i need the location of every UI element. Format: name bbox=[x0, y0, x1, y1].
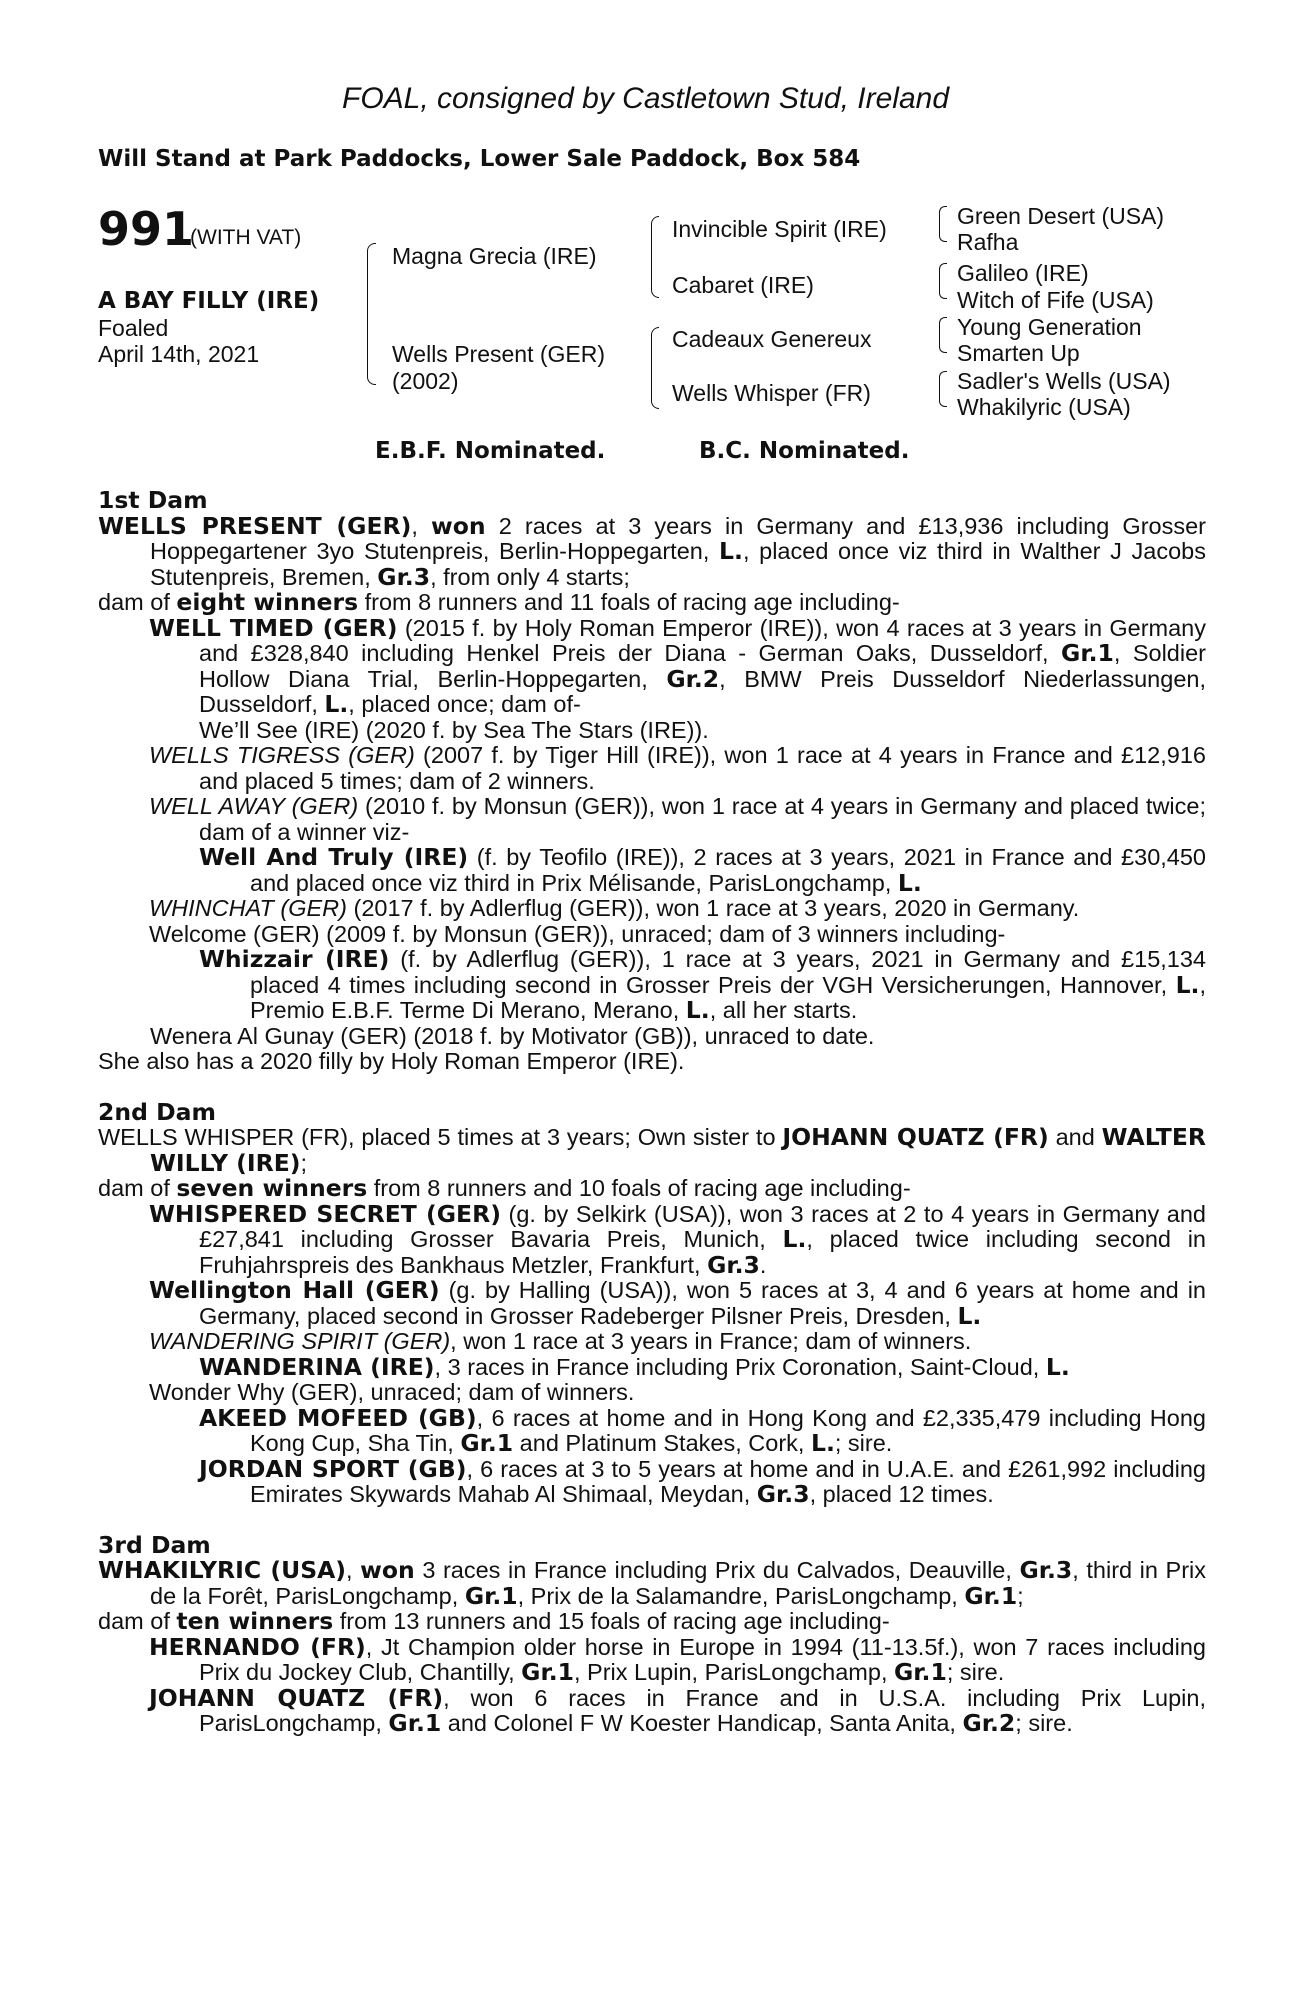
vat-label: (WITH VAT) bbox=[190, 226, 302, 249]
produce-wenera: Wenera Al Gunay (GER) (2018 f. by Motivator (GB)), unraced to date. bbox=[150, 1022, 875, 1049]
second-dam-heading: 2nd Dam bbox=[98, 1097, 216, 1126]
pedigree-dam-sire: Cadeaux Genereux bbox=[672, 326, 872, 352]
first-dam-entry: WELLS PRESENT (GER), won 2 races at 3 years in Germany and £13,936 including Grosser Hoppegartener 3yo Stutenpreis, Berlin-Hoppegarten, L., placed once viz third in Walther J Jacobs Stutenpreis, Bremen, Gr.3, from only 4 starts; bbox=[98, 511, 1207, 591]
pedigree-brace-3a bbox=[939, 206, 947, 242]
produce-whinchat: WHINCHAT (GER) (2017 f. by Adlerflug (GER)), won 1 race at 3 years, 2020 in Germany. bbox=[149, 895, 1080, 921]
catalogue-body bbox=[98, 488, 1206, 1737]
first-dam-also: She also has a 2020 filly by Holy Roman Emperor (IRE). bbox=[98, 1048, 685, 1074]
second-dam-produce-summary: dam of seven winners from 8 runners and 10 foals of racing age including- bbox=[98, 1174, 911, 1202]
foaled-label: Foaled bbox=[98, 315, 169, 341]
pedigree-g7: Sadler's Wells (USA) bbox=[957, 368, 1171, 394]
bc-nomination: B.C. Nominated. bbox=[699, 438, 910, 464]
pedigree-brace-3b bbox=[939, 263, 947, 299]
produce-wanderina: WANDERINA (IRE), 3 races in France including Prix Coronation, Saint-Cloud, L. bbox=[199, 1352, 1070, 1381]
pedigree-dam-year: (2002) bbox=[392, 368, 459, 394]
pedigree-dam-dam: Wells Whisper (FR) bbox=[672, 380, 871, 406]
produce-wandering-spirit: WANDERING SPIRIT (GER), won 1 race at 3 years in France; dam of winners. bbox=[149, 1328, 972, 1354]
second-dam-entry: WELLS WHISPER (FR), placed 5 times at 3 years; Own sister to JOHANN QUATZ (FR) and WALTER WILLY (IRE); bbox=[98, 1123, 1206, 1177]
pedigree-brace-2b bbox=[651, 327, 659, 409]
lot-title: A BAY FILLY (IRE) bbox=[98, 288, 320, 314]
produce-wells-tigress: WELLS TIGRESS (GER) (2007 f. by Tiger Hill (IRE)), won 1 race at 4 years in France and £12,916 and placed 5 times; dam of 2 winners. bbox=[149, 742, 1206, 794]
third-dam-entry: WHAKILYRIC (USA), won 3 races in France including Prix du Calvados, Deauville, Gr.3, third in Prix de la Forêt, ParisLongchamp, Gr.1, Prix de la Salamandre, ParisLongchamp, Gr.1; bbox=[98, 1556, 1206, 1610]
third-dam-heading: 3rd Dam bbox=[98, 1530, 211, 1559]
produce-jordan-sport: JORDAN SPORT (GB), 6 races at 3 to 5 years at home and in U.A.E. and £261,992 including Emirates Skywards Mahab Al Shimaal, Meydan, Gr.3, placed 12 times. bbox=[199, 1454, 1207, 1508]
ebf-nomination: E.B.F. Nominated. bbox=[375, 438, 606, 464]
location-line: Will Stand at Park Paddocks, Lower Sale Paddock, Box 584 bbox=[98, 146, 861, 172]
produce-akeed-mofeed: AKEED MOFEED (GB), 6 races at home and in Hong Kong and £2,335,479 including Hong Kong Cup, Sha Tin, Gr.1 and Platinum Stakes, Cork, L.; sire. bbox=[199, 1403, 1206, 1457]
lot-number: 991 bbox=[98, 202, 195, 256]
pedigree-g3: Galileo (IRE) bbox=[957, 260, 1089, 286]
produce-well-timed: WELL TIMED (GER) (2015 f. by Holy Roman Emperor (IRE)), won 4 races at 3 years in Germany and £328,840 including Henkel Preis der Diana - German Oaks, Dusseldorf, Gr.1, Soldier Hollow Diana Trial, Berlin-Hoppegarten, Gr.2, BMW Preis Dusseldorf Niederlassungen, Dusseldorf, L., placed once; dam of- bbox=[149, 613, 1206, 718]
pedigree-brace-3c bbox=[939, 317, 947, 353]
pedigree-sire-dam: Cabaret (IRE) bbox=[672, 272, 814, 298]
produce-whispered-secret: WHISPERED SECRET (GER) (g. by Selkirk (USA)), won 3 races at 2 to 4 years in Germany and £27,841 including Grosser Bavaria Preis, Munich, L., placed twice including second in Fruhjahrspreis des Bankhaus Metzler, Frankfurt, Gr.3. bbox=[149, 1199, 1206, 1279]
produce-well-away: WELL AWAY (GER) (2010 f. by Monsun (GER)), won 1 race at 4 years in Germany and placed twice; dam of a winner viz- bbox=[149, 793, 1206, 845]
pedigree-dam: Wells Present (GER) bbox=[392, 341, 606, 367]
first-dam-heading: 1st Dam bbox=[98, 486, 208, 514]
pedigree-sire-sire: Invincible Spirit (IRE) bbox=[672, 216, 887, 242]
pedigree-g1: Green Desert (USA) bbox=[957, 203, 1165, 229]
first-dam-produce-summary: dam of eight winners from 8 runners and 11 foals of racing age including- bbox=[98, 588, 900, 616]
produce-well-and-truly: Well And Truly (IRE) (f. by Teofilo (IRE)), 2 races at 3 years, 2021 in France and £30,450 and placed once viz third in Prix Mélisande, ParisLongchamp, L. bbox=[199, 843, 1207, 897]
pedigree-sire: Magna Grecia (IRE) bbox=[392, 243, 597, 269]
produce-wonder-why: Wonder Why (GER), unraced; dam of winners. bbox=[149, 1379, 635, 1405]
pedigree-g4: Witch of Fife (USA) bbox=[957, 287, 1154, 313]
pedigree-g2: Rafha bbox=[957, 229, 1019, 255]
produce-hernando: HERNANDO (FR), Jt Champion older horse in Europe in 1994 (11-13.5f.), won 7 races including Prix du Jockey Club, Chantilly, Gr.1, Prix Lupin, ParisLongchamp, Gr.1; sire. bbox=[149, 1632, 1206, 1686]
pedigree-brace-3d bbox=[939, 371, 947, 407]
produce-well-timed-foal: We’ll See (IRE) (2020 f. by Sea The Stars (IRE)). bbox=[199, 716, 709, 743]
produce-welcome: Welcome (GER) (2009 f. by Monsun (GER)), unraced; dam of 3 winners including- bbox=[149, 920, 1006, 947]
foaled-date: April 14th, 2021 bbox=[98, 341, 260, 367]
third-dam-produce-summary: dam of ten winners from 13 runners and 15 foals of racing age including- bbox=[98, 1607, 890, 1635]
produce-johann-quatz: JOHANN QUATZ (FR), won 6 races in France and in U.S.A. including Prix Lupin, ParisLongchamp, Gr.1 and Colonel F W Koester Handicap, Santa Anita, Gr.2; sire. bbox=[149, 1683, 1206, 1737]
consignor-line: FOAL, consigned by Castletown Stud, Ireland bbox=[342, 82, 950, 115]
pedigree-g6: Smarten Up bbox=[957, 340, 1080, 366]
pedigree-g5: Young Generation bbox=[957, 314, 1142, 340]
produce-wellington-hall: Wellington Hall (GER) (g. by Halling (USA)), won 5 races at 3, 4 and 6 years at home and in Germany, placed second in Grosser Radeberger Pilsner Preis, Dresden, L. bbox=[149, 1276, 1206, 1330]
pedigree-g8: Whakilyric (USA) bbox=[957, 394, 1131, 420]
pedigree-brace-2a bbox=[651, 216, 659, 298]
produce-whizzair: Whizzair (IRE) (f. by Adlerflug (GER)), 1 race at 3 years, 2021 in Germany and £15,134 placed 4 times including second in Grosser Preis der VGH Versicherungen, Hannover, L., Premio E.B.F. Terme Di Merano, Merano, L., all her starts. bbox=[199, 945, 1206, 1024]
pedigree-brace-1 bbox=[367, 243, 376, 385]
